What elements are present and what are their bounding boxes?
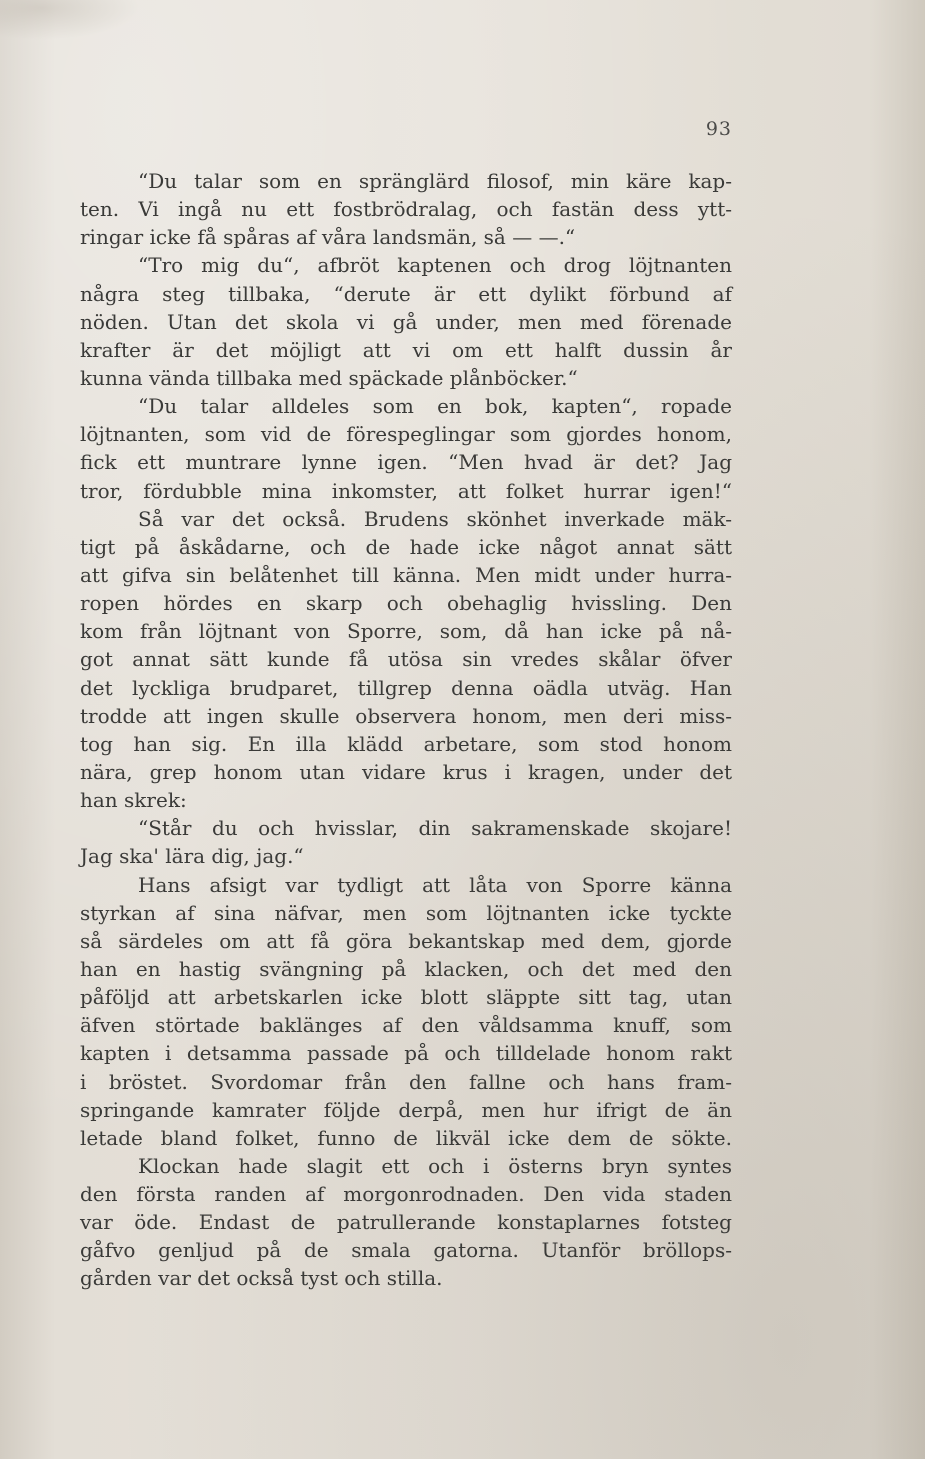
text-line: kunna vända tillbaka med späckade plånböcker.“: [80, 365, 578, 390]
text-line: nöden. Utan det skola vi gå under, men med förenade: [80, 309, 732, 334]
text-line: trodde att ingen skulle observera honom, men deri miss-: [80, 703, 732, 728]
text-line: styrkan af sina näfvar, men som löjtnanten icke tyckte: [80, 900, 732, 925]
text-line: Klockan hade slagit ett och i österns bryn syntes: [138, 1153, 732, 1178]
text-line: påföljd att arbetskarlen icke blott släppte sitt tag, utan: [80, 985, 732, 1010]
text-line: så särdeles om att få göra bekantskap med dem, gjorde: [80, 928, 732, 953]
text-line: ropen hördes en skarp och obehaglig hvissling. Den: [80, 591, 732, 616]
text-line: kapten i detsamma passade på och tilldelade honom rakt: [80, 1041, 732, 1066]
text-line: ringar icke få spåras af våra landsmän, så — —.“: [80, 225, 576, 250]
text-line: några steg tillbaka, “derute är ett dylikt förbund af: [80, 281, 732, 306]
text-line: den första randen af morgonrodnaden. Den vida staden: [80, 1182, 732, 1207]
paper-stain: [0, 0, 140, 40]
text-line: fick ett muntrare lynne igen. “Men hvad är det? Jag: [80, 450, 732, 475]
text-line: krafter är det möjligt att vi om ett halft dussin år: [80, 337, 732, 362]
text-line: Så var det också. Brudens skönhet inverkade mäk-: [138, 506, 732, 531]
text-line: tror, fördubble mina inkomster, att folket hurrar igen!“: [80, 478, 732, 503]
text-line: äfven störtade baklänges af den våldsamma knuff, som: [80, 1013, 732, 1038]
text-line: Hans afsigt var tydligt att låta von Sporre känna: [138, 872, 732, 897]
text-line: att gifva sin belåtenhet till känna. Men midt under hurra-: [80, 562, 732, 587]
text-line: gården var det också tyst och stilla.: [80, 1266, 443, 1291]
text-line: han en hastig svängning på klacken, och det med den: [80, 956, 732, 981]
text-line: “Står du och hvisslar, din sakramenskade skojare!: [138, 816, 732, 841]
text-line: tog han sig. En illa klädd arbetare, som stod honom: [80, 731, 732, 756]
text-line: i bröstet. Svordomar från den fallne och hans fram-: [80, 1069, 732, 1094]
body-text: [80, 167, 732, 1293]
text-line: gåfvo genljud på de smala gatorna. Utanför bröllops-: [80, 1238, 732, 1263]
text-line: han skrek:: [80, 788, 187, 813]
text-line: var öde. Endast de patrullerande konstaplarnes fotsteg: [80, 1210, 732, 1235]
text-line: “Du talar alldeles som en bok, kapten“, ropade: [138, 394, 732, 419]
text-line: Jag ska' lära dig, jag.“: [80, 844, 304, 869]
text-line: ten. Vi ingå nu ett fostbrödralag, och fastän dess ytt-: [80, 197, 732, 222]
text-line: tigt på åskådarne, och de hade icke något annat sätt: [80, 534, 732, 559]
page-number: 93: [705, 118, 732, 140]
text-line: “Tro mig du“, afbröt kaptenen och drog löjtnanten: [138, 253, 732, 278]
text-line: springande kamrater följde derpå, men hur ifrigt de än: [80, 1097, 732, 1122]
text-line: nära, grep honom utan vidare krus i kragen, under det: [80, 759, 732, 784]
text-line: kom från löjtnant von Sporre, som, då han icke på nå-: [80, 619, 732, 644]
text-line: “Du talar som en spränglärd filosof, min käre kap-: [138, 169, 732, 193]
text-line: det lyckliga brudparet, tillgrep denna oädla utväg. Han: [80, 675, 732, 700]
text-line: letade bland folket, funno de likväl icke dem de sökte.: [80, 1125, 732, 1150]
text-line: löjtnanten, som vid de förespeglingar som gjordes honom,: [80, 422, 732, 447]
text-line: got annat sätt kunde få utösa sin vredes skålar öfver: [80, 647, 732, 672]
